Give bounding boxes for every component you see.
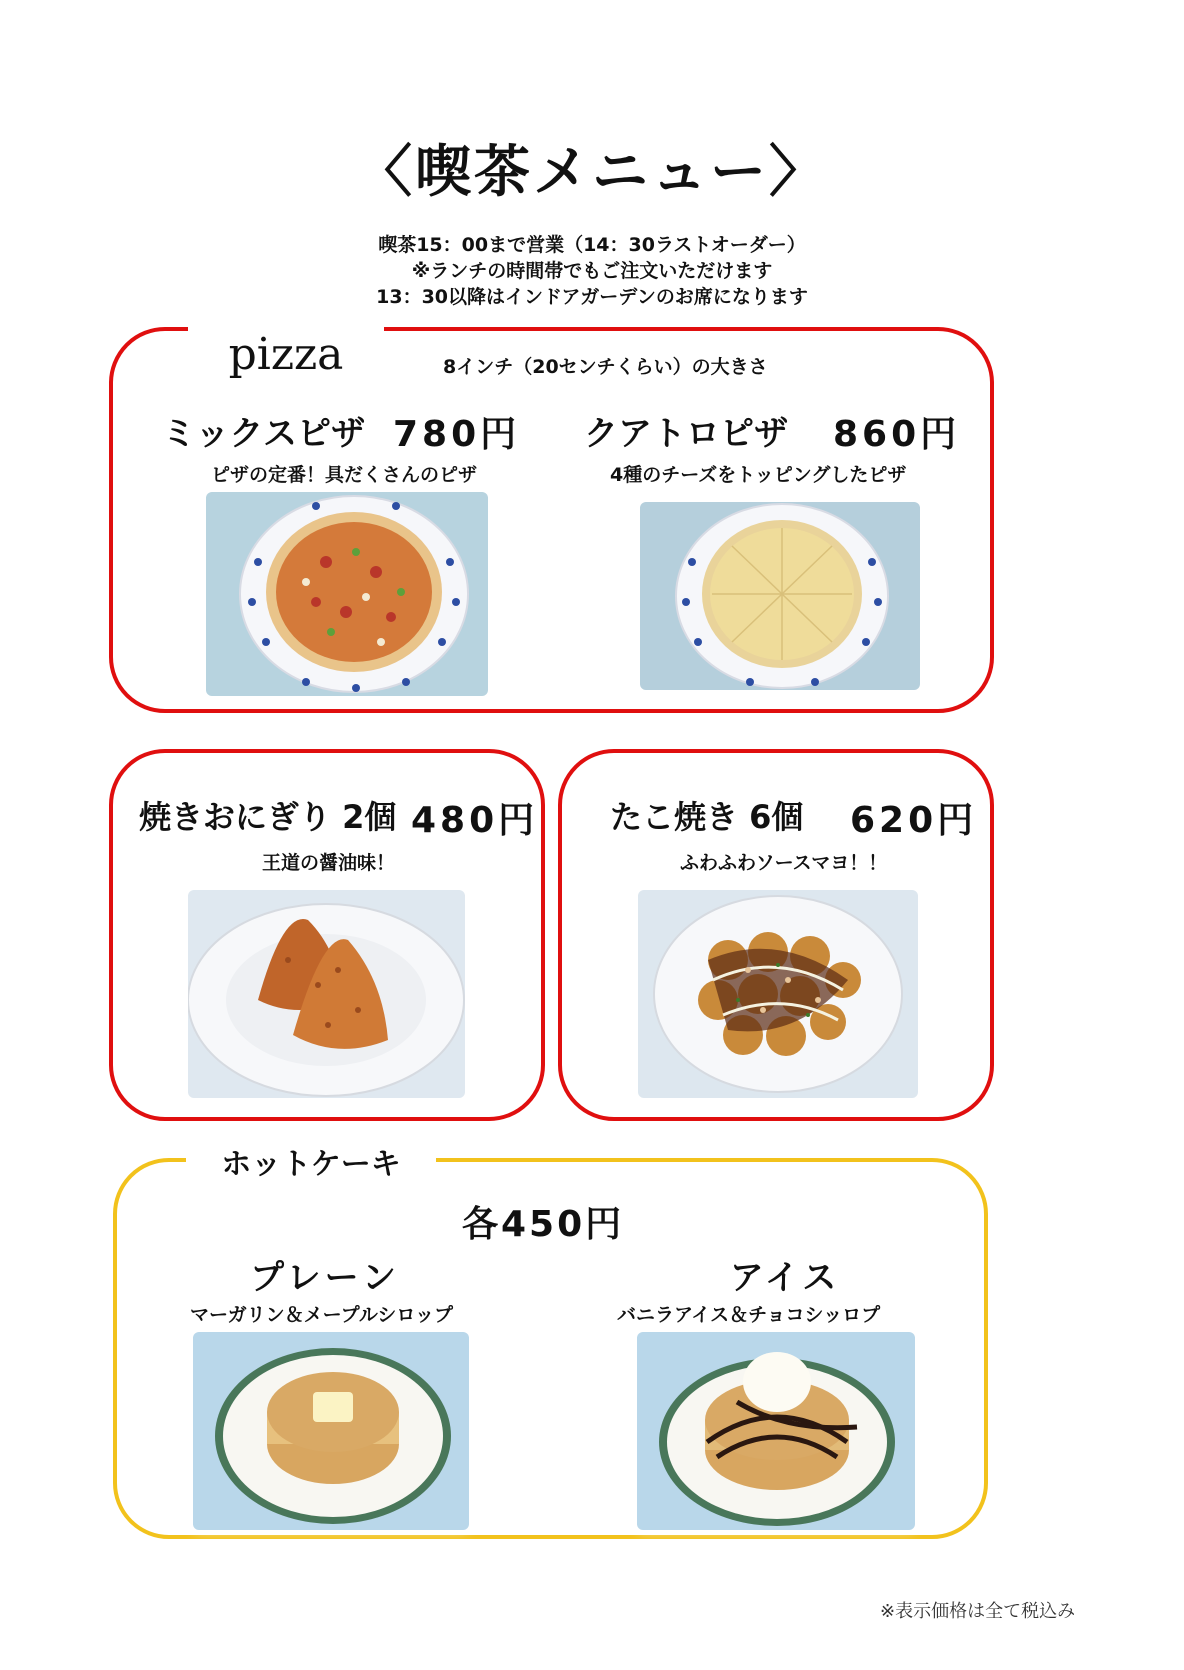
pizza-section-label: pizza (188, 316, 384, 394)
onigiri-description: 王道の醤油味！ (262, 852, 396, 874)
hotcake-section-label: ホットケーキ (186, 1143, 436, 1187)
takoyaki-description: ふわふわソースマヨ！！ (680, 852, 888, 874)
plain-hotcake-name: プレーン (250, 1258, 400, 1298)
seating-note: 13：30以降はインドアガーデンのお席になります (376, 286, 808, 308)
plain-hotcake-description: マーガリン＆メープルシロップ (190, 1304, 454, 1326)
ice-hotcake-description: バニラアイス＆チョコシッロプ (617, 1304, 881, 1326)
pizza-size-note: 8インチ（20センチくらい）の大きさ (443, 356, 768, 378)
mix-pizza-name: ミックスピザ (162, 414, 365, 454)
quattro-pizza-name: クアトロピザ (584, 414, 788, 454)
lunch-order-note: ※ランチの時間帯でもご注文いただけます (411, 260, 773, 282)
onigiri-price: 480円 (411, 800, 539, 841)
onigiri-photo (188, 890, 465, 1098)
quattro-pizza-description: 4種のチーズをトッピングしたピザ (610, 464, 907, 486)
onigiri-name: 焼きおにぎり 2個 (139, 798, 397, 836)
hotcake-price: 各450円 (462, 1204, 625, 1245)
mix-pizza-price: 780円 (393, 414, 521, 455)
takoyaki-name: たこ焼き 6個 (610, 798, 804, 836)
page-title: 〈喫茶メニュー〉 (356, 140, 828, 205)
mix-pizza-photo (206, 492, 488, 696)
mix-pizza-description: ピザの定番！具だくさんのピザ (211, 464, 478, 486)
tax-footnote: ※表示価格は全て税込み (880, 1601, 1076, 1622)
takoyaki-price: 620円 (850, 800, 978, 841)
quattro-pizza-photo (640, 502, 920, 690)
takoyaki-photo (638, 890, 918, 1098)
ice-hotcake-photo (637, 1332, 915, 1530)
hours-info: 喫茶15：00まで営業（14：30ラストオーダー） (378, 234, 806, 256)
ice-hotcake-name: アイス (729, 1258, 841, 1298)
quattro-pizza-price: 860円 (833, 414, 961, 455)
plain-hotcake-photo (193, 1332, 469, 1530)
